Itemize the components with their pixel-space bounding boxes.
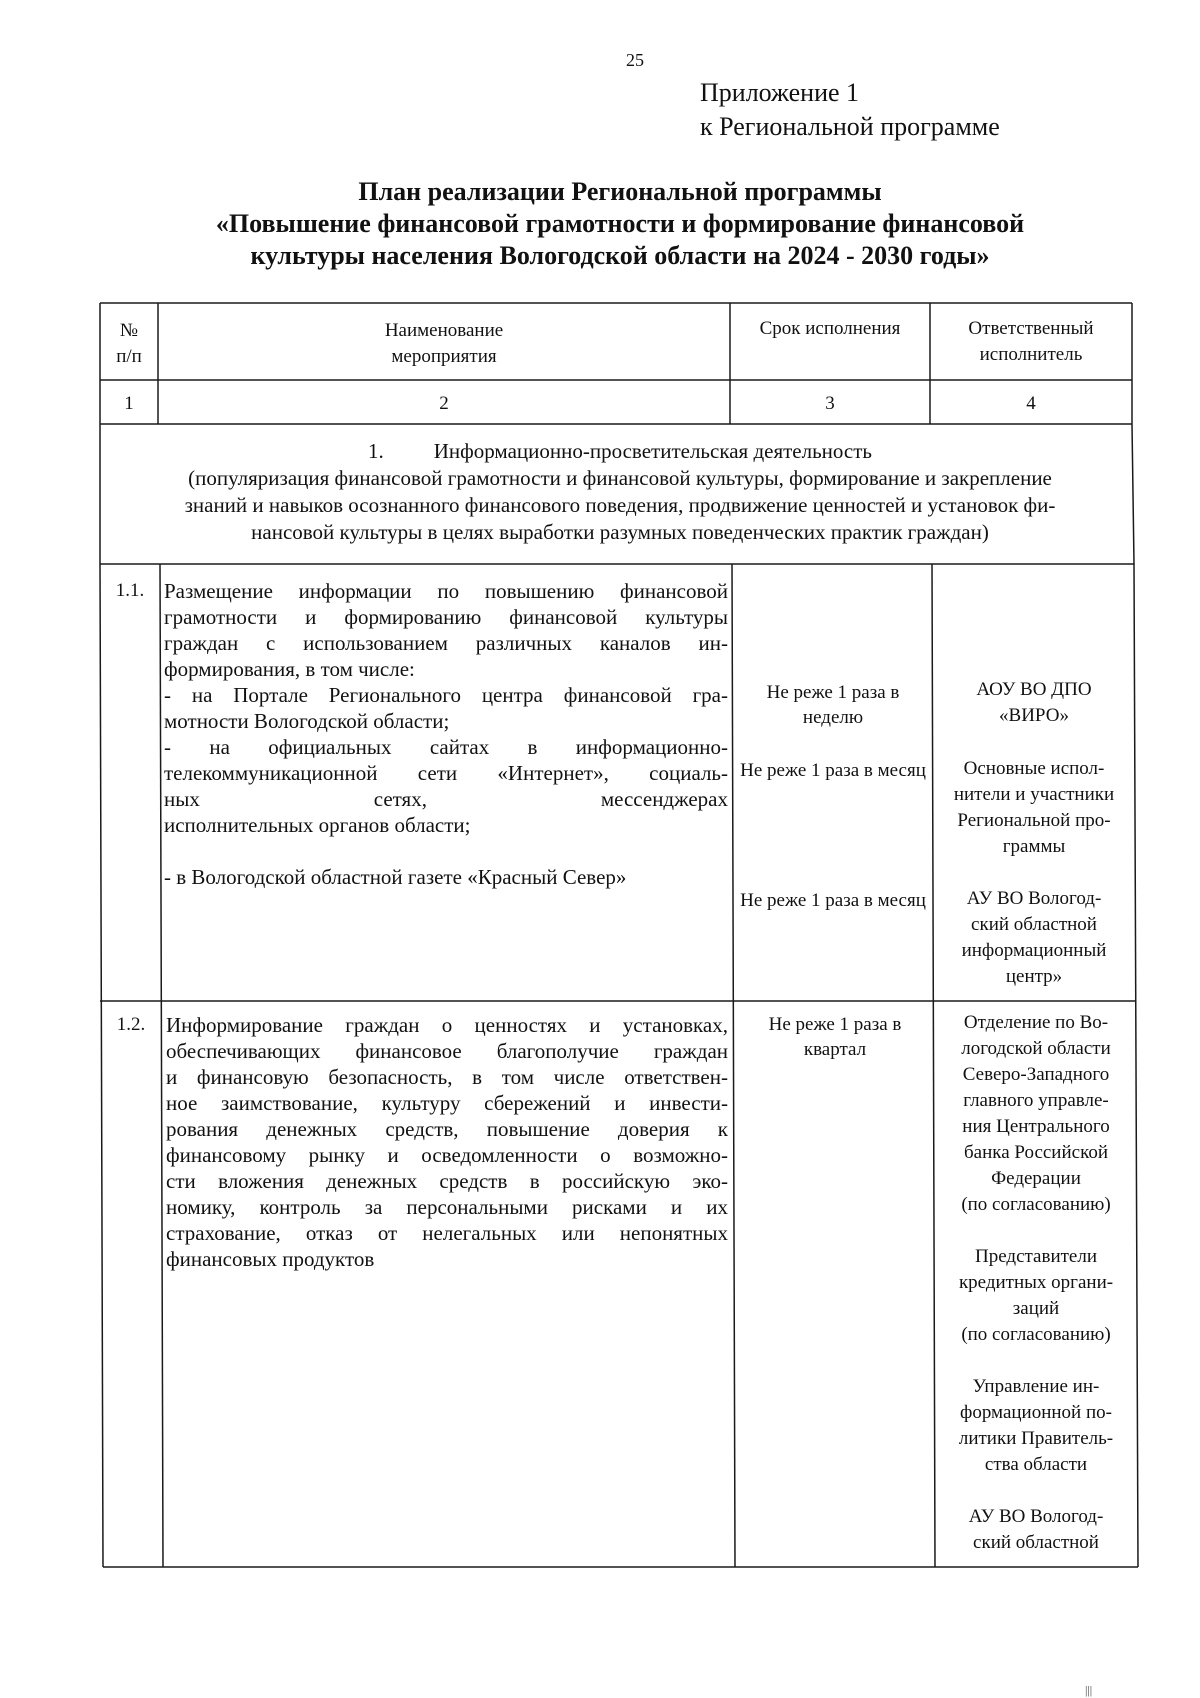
row-1-1-desc-line: грамотности и формированию финансовой культуры <box>164 605 728 629</box>
section-desc-line-3: нансовой культуры в целях выработки разумных поведенческих практик граждан) <box>251 520 989 544</box>
title-line-3: культуры населения Вологодской области на 2024 - 2030 годы» <box>250 241 990 270</box>
executor-line: информационный <box>961 940 1107 961</box>
row-1-1-desc-line: - в Вологодской областной газете «Красный Север» <box>164 865 627 889</box>
column-number-4: 4 <box>1026 393 1036 414</box>
row-1-2-desc-line: финансовому рынку и осведомленности о возможно- <box>166 1143 728 1167</box>
executor-line: банка Российской <box>963 1142 1109 1163</box>
header-executor-line-2: исполнитель <box>979 344 1083 365</box>
scan-marks: ||| <box>1085 1683 1093 1697</box>
row-1-1-description <box>164 578 728 890</box>
row-1-2-deadline: Не реже 1 раза в квартал <box>768 1014 902 1060</box>
executor-line: главного управле- <box>963 1090 1109 1111</box>
row-1-1-deadline-websites: Не реже 1 раза в месяц <box>740 760 926 781</box>
row-1-2-desc-line: финансовых продуктов <box>166 1247 375 1271</box>
section-desc-line-1: (популяризация финансовой грамотности и финансовой культуры, формирование и закрепление <box>188 466 1052 490</box>
executor-line: заций <box>1012 1298 1060 1319</box>
document-title <box>100 176 1140 272</box>
executor-line: литики Правитель- <box>958 1428 1114 1449</box>
row-1-1-desc-line: исполнительных органов области; <box>164 813 471 837</box>
executor-line: формационной по- <box>960 1402 1112 1423</box>
executor-line: АУ ВО Вологод- <box>968 1506 1104 1527</box>
header-name-line-2: мероприятия <box>391 346 497 367</box>
executor-line: граммы <box>1002 836 1066 857</box>
executor-line: Отделение по Во- <box>963 1012 1109 1033</box>
header-number <box>100 318 158 370</box>
executor-line: Северо-Западного <box>962 1064 1110 1085</box>
appendix-line-1: Приложение 1 <box>700 78 860 107</box>
row-1-1-deadline-newspaper: Не реже 1 раза в месяц <box>740 890 926 911</box>
executor-line: ский областной <box>973 1532 1099 1553</box>
row-1-1-number: 1.1. <box>115 580 145 601</box>
executor-line: нители и участники <box>953 784 1115 805</box>
executor-line: «ВИРО» <box>999 705 1069 726</box>
header-number-line-2: п/п <box>116 346 142 367</box>
column-number-2: 2 <box>439 393 449 414</box>
title-line-2: «Повышение финансовой грамотности и формирование финансовой <box>215 209 1025 238</box>
page-number: 25 <box>626 50 644 70</box>
header-executor <box>930 316 1132 368</box>
row-1-1-executor-info-center <box>936 886 1132 990</box>
row-1-2-desc-line: номику, контроль за персональными рисками и их <box>166 1195 728 1219</box>
executor-line: Представители <box>975 1246 1097 1267</box>
row-1-1-executor-viro <box>936 677 1132 729</box>
header-event-name <box>158 318 730 370</box>
row-1-1-desc-line: Размещение информации по повышению финансовой <box>164 579 728 603</box>
appendix-line-2: к Региональной программе <box>700 112 1000 141</box>
row-1-2-desc-line: и финансовую безопасность, в том числе ответствен- <box>166 1065 728 1089</box>
executor-line: (по согласованию) <box>961 1324 1111 1345</box>
row-1-1-executor-main <box>936 756 1132 860</box>
appendix-caption <box>700 76 1000 144</box>
row-1-2-executor-info-policy <box>938 1374 1134 1478</box>
header-executor-line-1: Ответственный <box>968 318 1094 339</box>
column-number-1: 1 <box>124 393 134 414</box>
section-desc-line-2: знаний и навыков осознанного финансового поведения, продвижение ценностей и установок фи- <box>184 493 1056 517</box>
executor-line: логодской области <box>961 1038 1111 1059</box>
row-1-1-desc-line: - на Портале Регионального центра финансовой гра- <box>164 683 728 707</box>
row-1-1-desc-line: формирования, в том числе: <box>164 657 415 681</box>
row-1-2-desc-line: рования денежных средств, повышение доверия к <box>166 1117 728 1141</box>
section-title-line <box>106 438 1134 465</box>
row-1-2-desc-line: сти вложения денежных средств в российскую эко- <box>166 1169 728 1193</box>
executor-line: ский областной <box>971 914 1097 935</box>
section-number: 1. <box>367 439 384 463</box>
executor-line: Основные испол- <box>963 758 1105 779</box>
header-name-line-1: Наименование <box>384 320 504 341</box>
executor-line: Управление ин- <box>972 1376 1100 1397</box>
executor-line: Федерации <box>991 1168 1081 1189</box>
row-1-2-description <box>166 1012 728 1272</box>
row-1-2-executor-info-center <box>938 1504 1134 1556</box>
executor-line: кредитных органи- <box>958 1272 1114 1293</box>
section-heading <box>106 438 1134 546</box>
row-1-1-desc-line: - на официальных сайтах в информационно- <box>164 735 728 759</box>
row-1-2-desc-line: ное заимствование, культуру сбережений и инвести- <box>166 1091 728 1115</box>
row-1-1-desc-line: ных сетях, мессенджерах <box>164 787 728 811</box>
row-1-2-desc-line: страхование, отказ от нелегальных или непонятных <box>166 1221 728 1245</box>
executor-line: АОУ ВО ДПО <box>976 679 1092 700</box>
executor-line: (по согласованию) <box>961 1194 1111 1215</box>
column-number-3: 3 <box>825 393 835 414</box>
row-1-2-executor-credit-orgs <box>938 1244 1134 1348</box>
header-deadline: Срок исполнения <box>759 318 901 339</box>
executor-line: Региональной про- <box>957 810 1111 831</box>
executor-line: АУ ВО Вологод- <box>966 888 1102 909</box>
row-1-2-executor-central-bank <box>938 1010 1134 1218</box>
row-1-1-desc-line: граждан с использованием различных каналов ин- <box>164 631 728 655</box>
row-1-1-desc-line: телекоммуникационной сети «Интернет», социаль- <box>164 761 728 785</box>
row-1-2-desc-line: Информирование граждан о ценностях и установках, <box>166 1013 728 1037</box>
executor-line: центр» <box>1005 966 1063 987</box>
title-line-1: План реализации Региональной программы <box>358 177 882 206</box>
header-number-line-1: № <box>119 320 139 341</box>
executor-line: ства области <box>984 1454 1088 1475</box>
row-1-1-desc-line: мотности Вологодской области; <box>164 709 450 733</box>
row-1-2-desc-line: обеспечивающих финансовое благополучие граждан <box>166 1039 728 1063</box>
row-1-1-deadline-portal: Не реже 1 раза в неделю <box>766 682 900 728</box>
section-title: Информационно-просветительская деятельность <box>433 439 872 463</box>
row-1-2-number: 1.2. <box>116 1014 146 1035</box>
executor-line: ния Центрального <box>962 1116 1110 1137</box>
